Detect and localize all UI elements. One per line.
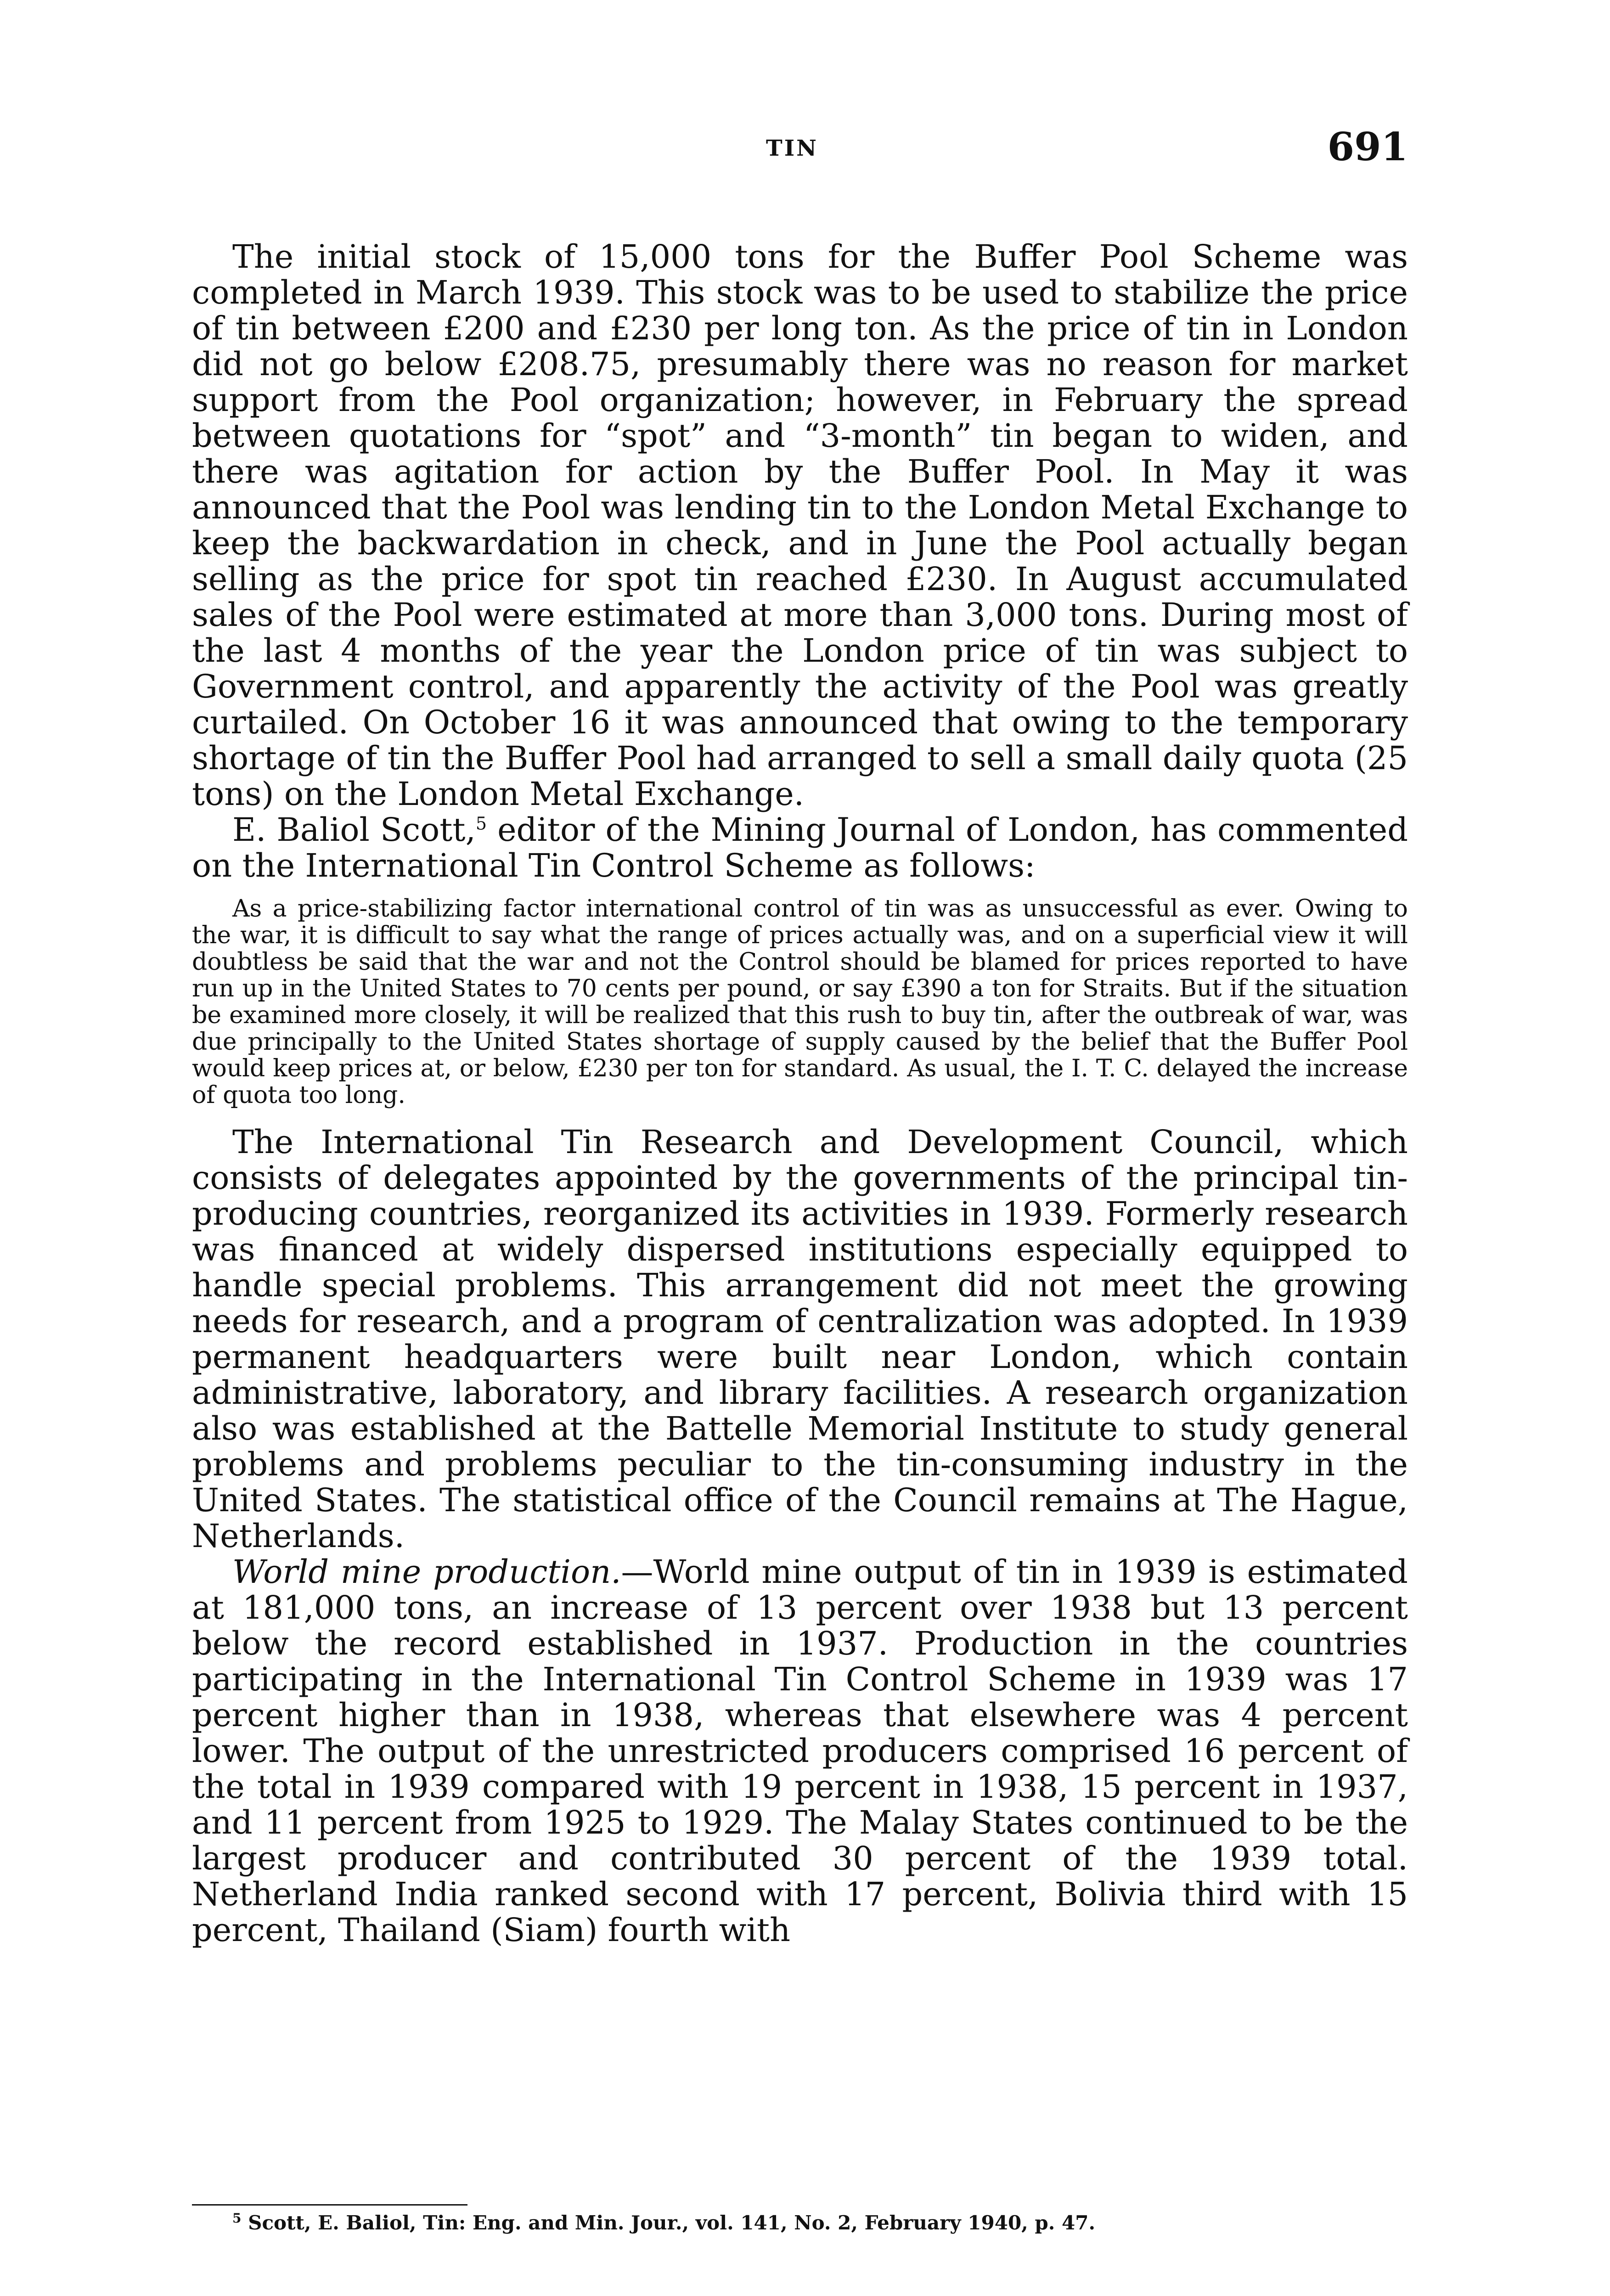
world-mine-production-text: —World mine output of tin in 1939 is estimated at 181,000 tons, an increase of 13 percent over 1938 but 13 percent below the record established in 1937. Production in the countries participating in the International Tin Control Scheme in 1939 was 17 percent higher than in 1938, whereas that elsewhere was 4 percent lower. The output of the unrestricted producers comprised 16 percent of the total in 1939 compared with 19 percent in 1938, 15 percent in 1937, and 11 percent from 1925 to 1929. The Malay States continued to be the largest producer and contributed 30 percent of the 1939 total. Netherland India ranked second with 17 percent, Bolivia third with 15 percent, Thailand (Siam) fourth with — [192, 1553, 1408, 1949]
page-number: 691 — [1327, 124, 1408, 169]
scott-intro: E. Baliol Scott, — [232, 811, 476, 849]
scott-intro-rest: editor of the Mining Journal of London, has commented on the International Tin Control Scheme as follows: — [192, 811, 1408, 884]
body-text — [192, 239, 1408, 1948]
footnote — [192, 2211, 1408, 2235]
footnote-divider — [192, 2204, 467, 2206]
paragraph-world-mine-production — [192, 1554, 1408, 1948]
page-header — [192, 124, 1408, 174]
running-head: TIN — [766, 135, 819, 161]
paragraph-research-council: The International Tin Research and Development Council, which consists of delegates appointed by the governments of the principal tin-producing countries, reorganized its activities in 1939. Formerly research was financed at widely dispersed institutions especially equipped to handle special problems. This arrangement did not meet the growing needs for research, and a program of centralization was adopted. In 1939 permanent headquarters were built near London, which contain administrative, laboratory, and library facilities. A research organization also was established at the Battelle Memorial Institute to study general problems and problems peculiar to the tin-consuming industry in the United States. The statistical office of the Council remains at The Hague, Netherlands. — [192, 1123, 1408, 1555]
block-quote: As a price-stabilizing factor international control of tin was as unsuccessful as ever. Owing to the war, it is difficult to say what the range of prices actually was, and on a superficial view it will doubtless be said that the war and not the Control should be blamed for prices reported to have run up in the United States to 70 cents per pound, or say £390 a ton for Straits. But if the situation be examined more closely, it will be realized that this rush to buy tin, after the outbreak of war, was due principally to the United States shortage of supply caused by the belief that the Buffer Pool would keep prices at, or below, £230 per ton for standard. As usual, the I. T. C. delayed the increase of quota too long. — [192, 895, 1408, 1109]
footnote-reference: 5 — [475, 813, 487, 834]
footnote-text: Scott, E. Baliol, Tin: Eng. and Min. Jour., vol. 141, No. 2, February 1940, p. 47. — [241, 2212, 1096, 2234]
paragraph-scott-commentary — [192, 812, 1408, 884]
footnote-marker: 5 — [232, 2211, 242, 2226]
paragraph-buffer-pool: The initial stock of 15,000 tons for the Buffer Pool Scheme was completed in March 1939. This stock was to be used to stabilize the price of tin between £200 and £230 per long ton. As the price of tin in London did not go below £208.75, presumably there was no reason for market support from the Pool organization; however, in February the spread between quotations for “spot” and “3-month” tin began to widen, and there was agitation for action by the Buffer Pool. In May it was announced that the Pool was lending tin to the London Metal Exchange to keep the backwardation in check, and in June the Pool actually began selling as the price for spot tin reached £230. In August accumulated sales of the Pool were estimated at more than 3,000 tons. During most of the last 4 months of the year the London price of tin was subject to Government control, and apparently the activity of the Pool was greatly curtailed. On October 16 it was announced that owing to the temporary shortage of tin the Buffer Pool had arranged to sell a small daily quota (25 tons) on the London Metal Exchange. — [192, 238, 1408, 813]
section-run-in-heading: World mine production. — [232, 1553, 621, 1591]
